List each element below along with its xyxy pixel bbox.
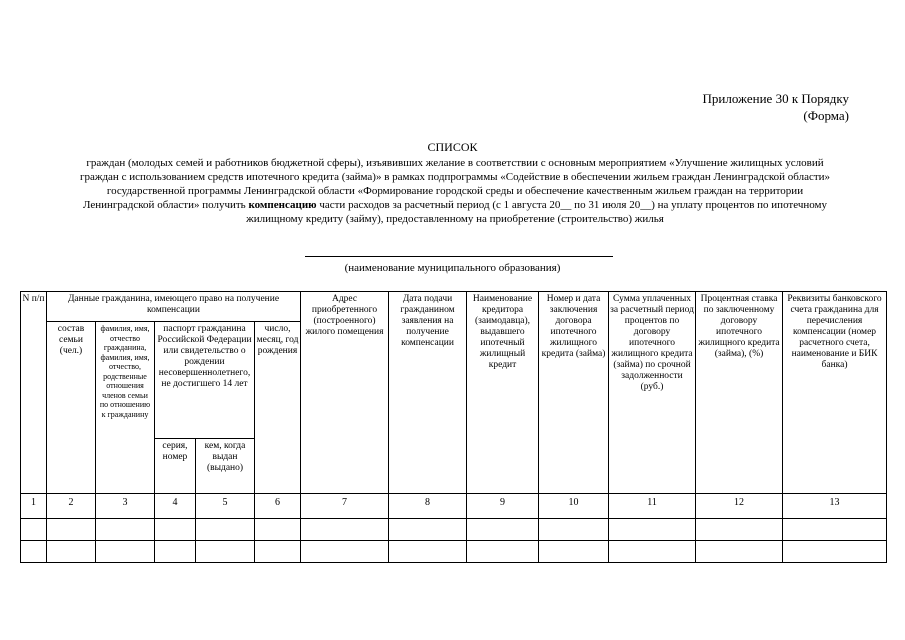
empty-cell [609,541,696,563]
empty-cell [96,519,155,541]
empty-cell [255,541,301,563]
empty-cell [155,519,196,541]
municipality-line [305,256,613,257]
header-row-1 [21,292,887,322]
col-number: 7 [301,494,389,519]
empty-cell [21,541,47,563]
header-family-size: состав семьи (чел.) [47,322,96,494]
header-citizen-data: Данные гражданина, имеющего право на получение компенсации [47,292,301,322]
empty-cell [196,519,255,541]
empty-cell [301,541,389,563]
empty-cell [696,519,783,541]
empty-cell [47,519,96,541]
col-number: 2 [47,494,96,519]
empty-cell [255,519,301,541]
col-number: 3 [96,494,155,519]
empty-cell [47,541,96,563]
intro-text-before: граждан (молодых семей и работников бюджетной сферы), изъявивших желание в соответствии с основным мероприятием «Улучшение жилищных условий граждан с использованием средств ипотечного кредита (займа)» в рамках подпрограммы «Содействие в обеспечении жильем граждан Ленинградской области» государственной программы Ленинградской области «Формирование городской среды и обеспечение качественным жильем граждан на территории Ленинградской области» получить [79,157,831,211]
column-numbers-row [21,494,887,519]
empty-cell [301,519,389,541]
col-number: 8 [389,494,467,519]
empty-cell [389,541,467,563]
header-series-number: серия, номер [155,439,196,494]
header-num: N п/п [21,292,47,494]
header-contract: Номер и дата заключения договора ипотечного жилищного кредита (займа) [539,292,609,494]
header-interest-sum: Сумма уплаченных за расчетный период процентов по договору ипотечного жилищного кредита (займа) по срочной задолженности (руб.) [609,292,696,494]
appendix-line-1: Приложение 30 к Порядку [702,91,849,106]
intro-text-after: части расходов за расчетный период (с 1 августа 20__ по 31 июля 20__) на уплату процентов по ипотечному жилищному кредиту (займу), предоставленному на приобретение (строительство) жилья [246,199,828,225]
col-number: 1 [21,494,47,519]
document-title: СПИСОК [427,140,478,154]
empty-cell [609,519,696,541]
header-creditor: Наименование кредитора (заимодавца), выдавшего ипотечный жилищный кредит [467,292,539,494]
empty-cell [539,519,609,541]
intro-text-bold: компенсацию [248,199,317,211]
empty-cell [196,541,255,563]
header-passport: паспорт гражданина Российской Федерации или свидетельство о рождении несовершеннолетнего, не достигшего 14 лет [155,322,255,439]
col-number: 5 [196,494,255,519]
empty-cell [21,519,47,541]
col-number: 13 [783,494,887,519]
empty-cell [389,519,467,541]
empty-cell [539,541,609,563]
col-number: 9 [467,494,539,519]
empty-cell [467,541,539,563]
header-birth-date: число, месяц, год рождения [255,322,301,494]
empty-cell [96,541,155,563]
header-bank-details: Реквизиты банковского счета гражданина для перечисления компенсации (номер расчетного счета, наименование и БИК банка) [783,292,887,494]
empty-cell [783,541,887,563]
intro-paragraph [70,156,840,226]
col-number: 6 [255,494,301,519]
empty-cell [467,519,539,541]
empty-cell [783,519,887,541]
empty-cell [696,541,783,563]
col-number: 10 [539,494,609,519]
header-issued-by: кем, когда выдан (выдано) [196,439,255,494]
municipality-label: (наименование муниципального образования) [344,262,561,274]
empty-row [21,519,887,541]
recipients-table [20,291,887,563]
header-address: Адрес приобретенного (построенного) жилого помещения [301,292,389,494]
appendix-note [703,90,849,124]
col-number: 11 [609,494,696,519]
empty-cell [155,541,196,563]
col-number: 4 [155,494,196,519]
appendix-line-2: (Форма) [803,108,849,123]
empty-row [21,541,887,563]
header-application-date: Дата подачи гражданином заявления на получение компенсации [389,292,467,494]
header-full-name: фамилия, имя, отчество гражданина, фамилия, имя, отчество, родственные отношения членов семьи по отношению к гражданину [96,322,155,494]
header-interest-rate: Процентная ставка по заключенному договору ипотечного жилищного кредита (займа), (%) [696,292,783,494]
col-number: 12 [696,494,783,519]
